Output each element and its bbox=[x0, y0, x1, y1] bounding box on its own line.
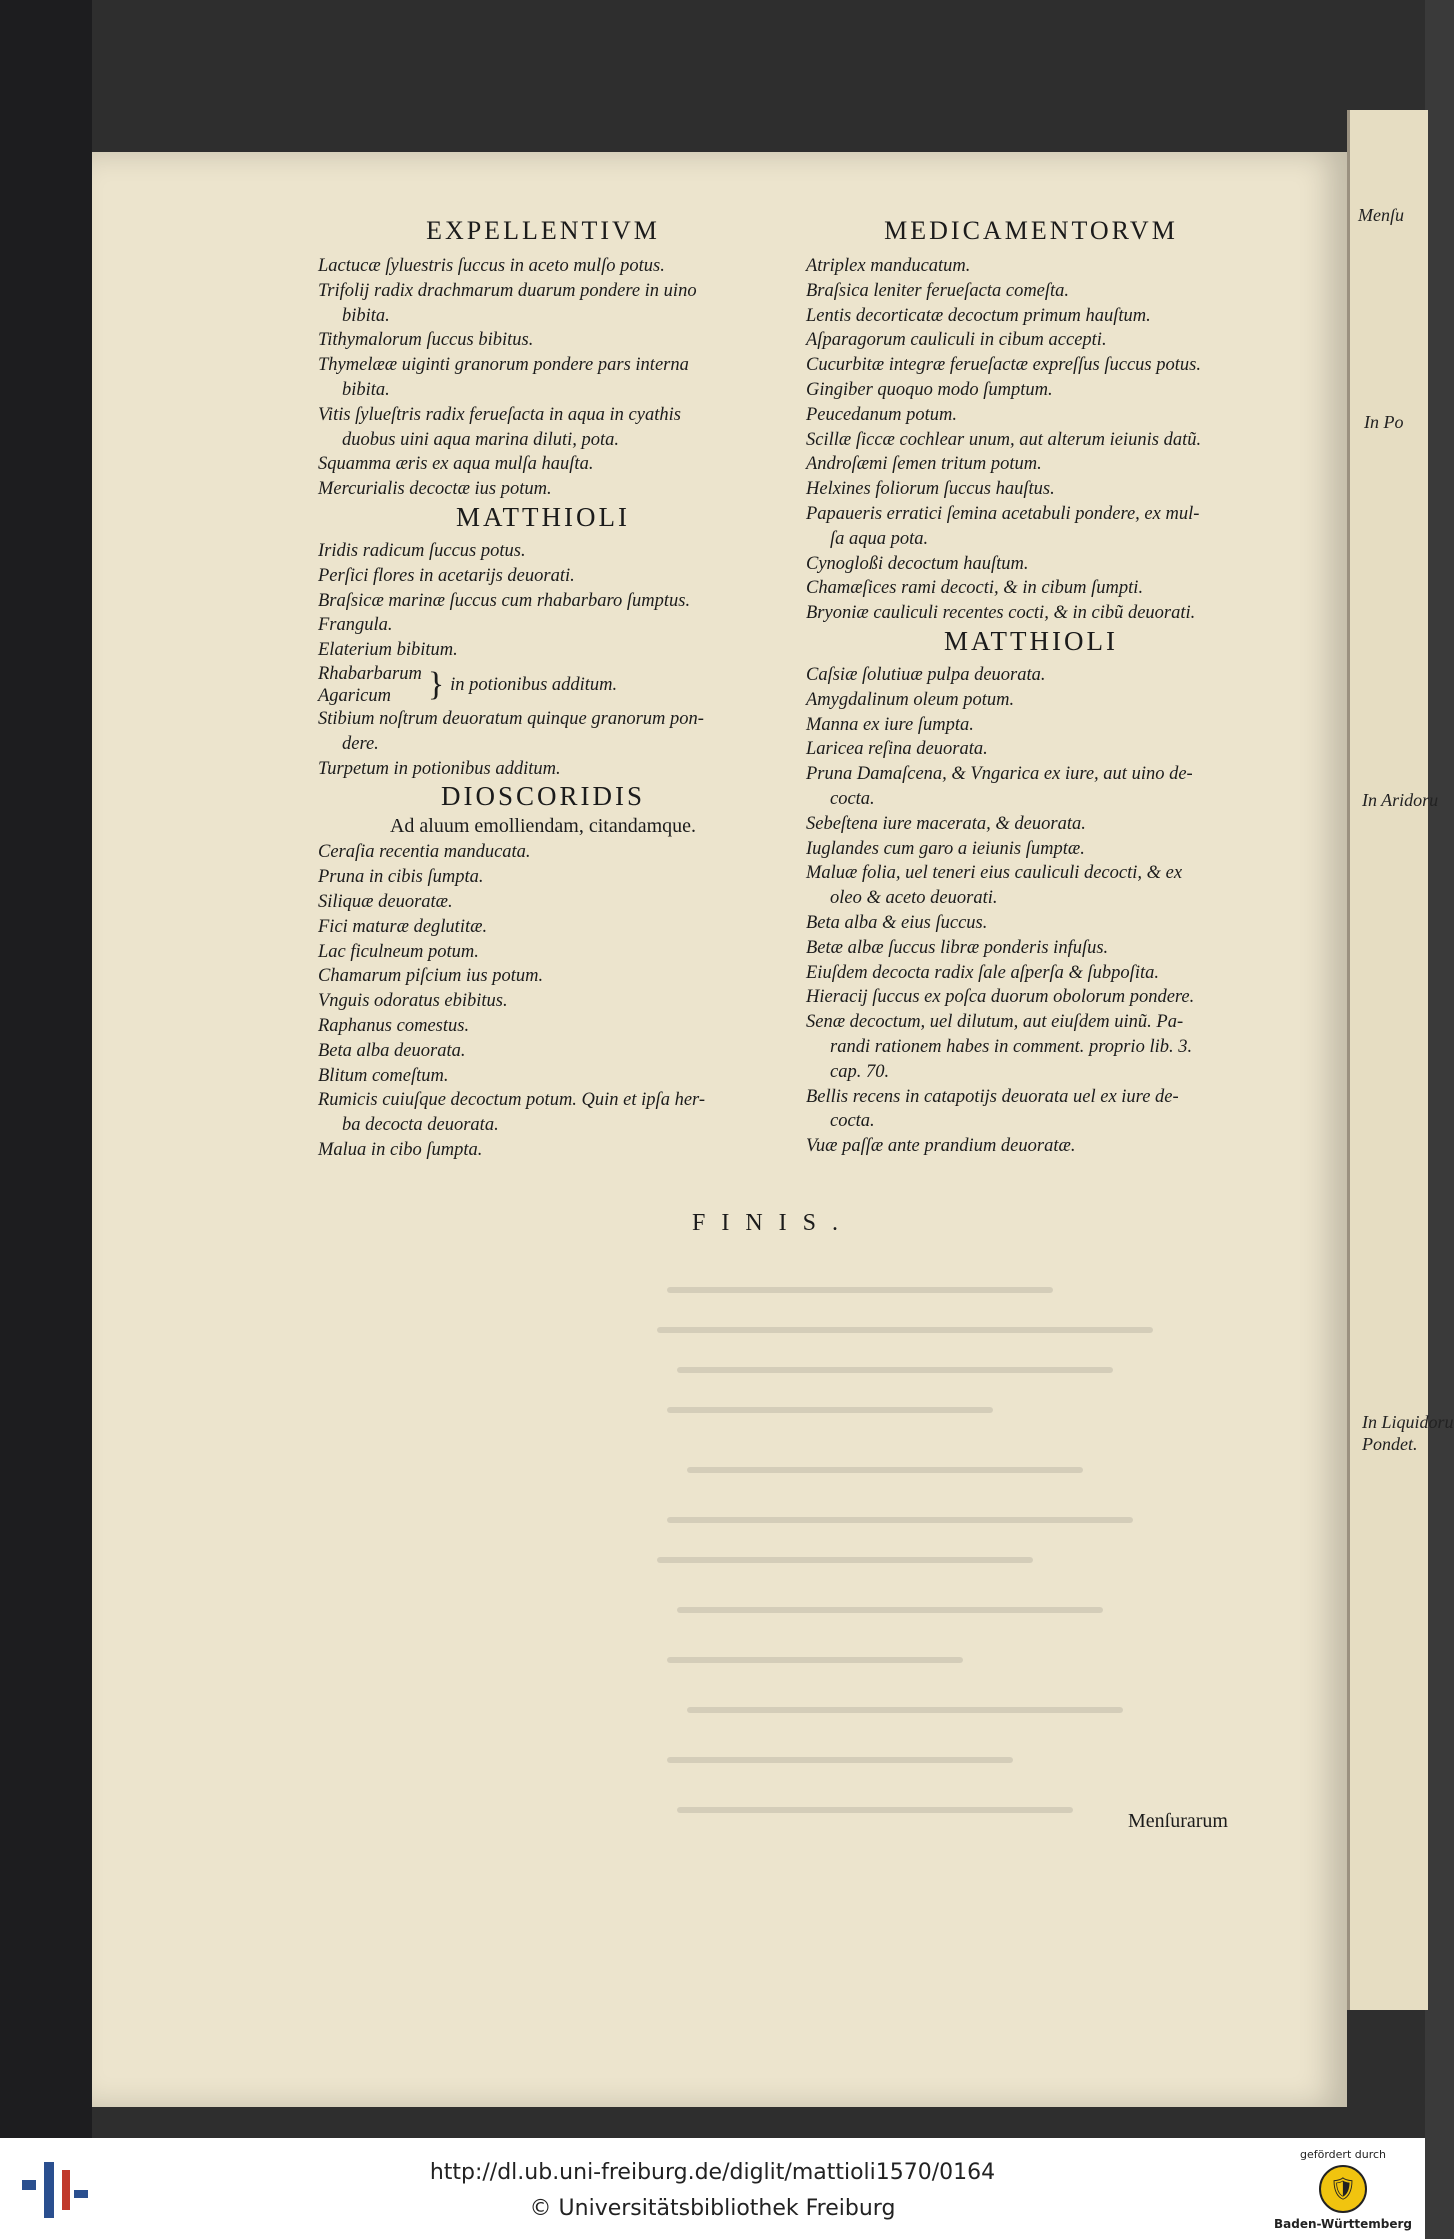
entry-line: Cynogloßi decoctum hauſtum. bbox=[806, 553, 1029, 574]
entry-list bbox=[318, 840, 768, 1162]
entry-line: Gingiber quoquo modo ſumptum. bbox=[806, 379, 1053, 400]
entry-line: Blitum comeſtum. bbox=[318, 1065, 449, 1086]
next-page-edge bbox=[1347, 110, 1454, 2010]
entry-list bbox=[318, 707, 768, 781]
entry-line: Androſæmi ſemen tritum potum. bbox=[806, 454, 1042, 475]
entry-line: cocta. bbox=[830, 1111, 875, 1132]
entry-line: ſa aqua pota. bbox=[830, 528, 929, 549]
brace-text: in potionibus additum. bbox=[450, 674, 618, 695]
entry-line: Iridis radicum ſuccus potus. bbox=[318, 540, 526, 561]
entry-line: Trifolij radix drachmarum duarum pondere in uino bbox=[318, 280, 697, 301]
entry-line: Rumicis cuiuſque decoctum potum. Quin et ipſa her- bbox=[318, 1090, 706, 1111]
sponsor-name: Baden-Württemberg bbox=[1273, 2217, 1412, 2231]
coat-of-arms-icon: 🛡 bbox=[1319, 2165, 1367, 2213]
entry-line: Lactucæ ſyluestris ſuccus in aceto mulſo potus. bbox=[318, 256, 665, 276]
brace-entry bbox=[318, 663, 768, 707]
entry-line: Raphanus comestus. bbox=[318, 1015, 470, 1036]
entry-line: Vitis ſylueſtris radix ferueſacta in aqua in cyathis bbox=[318, 404, 681, 425]
entry-line: Papaueris erratici ſemina acetabuli pondere, ex mul- bbox=[806, 503, 1200, 524]
section-heading: DIOSCORIDIS bbox=[440, 781, 646, 812]
entry-line: Tithymalorum ſuccus bibitus. bbox=[318, 330, 534, 351]
entry-line: Sebeſtena iure macerata, & deuorata. bbox=[806, 813, 1086, 834]
entry-line: Caſsiæ ſolutiuæ pulpa deuorata. bbox=[806, 664, 1046, 685]
sponsor-caption: gefördert durch bbox=[1299, 2148, 1387, 2161]
book-binding-edge bbox=[0, 0, 92, 2138]
brace-items bbox=[318, 663, 422, 707]
entry-line: Cucurbitæ integræ ferueſactæ expreſſus ſuccus potus. bbox=[806, 355, 1201, 376]
entry-line: Helxines foliorum ſuccus hauſtus. bbox=[806, 479, 1055, 500]
entry-line: Manna ex iure ſumpta. bbox=[806, 714, 974, 735]
entry-line: Hieracij ſuccus ex poſca duorum obolorum pondere. bbox=[806, 987, 1195, 1008]
brace-item: Rhabarbarum bbox=[318, 663, 422, 684]
entry-line: ba decocta deuorata. bbox=[342, 1115, 499, 1136]
entry-line: Aſparagorum cauliculi in cibum accepti. bbox=[806, 330, 1107, 351]
entry-line: Squamma æris ex aqua mulſa hauſta. bbox=[318, 454, 594, 475]
left-column bbox=[318, 216, 768, 1163]
column-title: EXPELLENTIVM bbox=[426, 216, 660, 245]
entry-line: Pruna Damaſcena, & Vngarica ex iure, aut uino de- bbox=[806, 764, 1193, 785]
entry-line: Malua in cibo ſumpta. bbox=[318, 1139, 483, 1160]
sponsor-block bbox=[1273, 2148, 1413, 2231]
brace-symbol: } bbox=[427, 665, 445, 703]
entry-line: Braſsica leniter ferueſacta comeſta. bbox=[806, 280, 1070, 301]
entry-line: Vuæ paſſæ ante prandium deuoratæ. bbox=[806, 1136, 1076, 1157]
entry-line: Beta alba & eius ſuccus. bbox=[806, 912, 988, 933]
column-title: MEDICAMENTORVM bbox=[884, 216, 1178, 245]
entry-line: Scillæ ſiccæ cochlear unum, aut alterum ieiunis datũ. bbox=[806, 429, 1202, 450]
entry-line: Atriplex manducatum. bbox=[806, 256, 971, 276]
footer-bar bbox=[0, 2138, 1425, 2239]
entry-line: Braſsicæ marinæ ſuccus cum rhabarbaro ſumptus. bbox=[318, 590, 691, 611]
entry-line: dere. bbox=[342, 733, 379, 754]
entry-line: bibita. bbox=[342, 305, 390, 326]
entry-line: randi rationem habes in comment. proprio lib. 3. bbox=[830, 1036, 1193, 1057]
entry-line: Stibium noſtrum deuoratum quinque granorum pon- bbox=[318, 708, 704, 729]
finis-text: FINIS. bbox=[692, 1210, 855, 1236]
entry-line: Lac ficulneum potum. bbox=[318, 941, 479, 962]
entry-line: Turpetum in potionibus additum. bbox=[318, 758, 561, 779]
next-page-fragment: Pondet. bbox=[1362, 1434, 1418, 1454]
copyright-text: © Universitätsbibliothek Freiburg bbox=[529, 2196, 896, 2221]
entry-line: oleo & aceto deuorati. bbox=[830, 888, 998, 909]
entry-line: Elaterium bibitum. bbox=[318, 640, 458, 661]
next-page-fragment: Menſu bbox=[1358, 205, 1404, 225]
entry-list bbox=[318, 539, 768, 663]
entry-line: Mercurialis decoctæ ius potum. bbox=[318, 479, 552, 500]
entry-line: Frangula. bbox=[318, 615, 393, 636]
entry-line: cap. 70. bbox=[830, 1061, 890, 1082]
entry-line: duobus uini aqua marina diluti, pota. bbox=[342, 429, 620, 450]
entry-line: Siliquæ deuoratæ. bbox=[318, 891, 453, 912]
section-heading: MATTHIOLI bbox=[456, 501, 630, 532]
right-column bbox=[806, 216, 1256, 1159]
bleed-through-text bbox=[630, 1230, 1250, 1850]
entry-line: Pruna in cibis ſumpta. bbox=[318, 867, 484, 888]
entry-line: Peucedanum potum. bbox=[806, 404, 958, 425]
next-page-fragment: In Po bbox=[1364, 412, 1404, 432]
entry-list bbox=[806, 254, 1256, 626]
entry-line: Lentis decorticatæ decoctum primum hauſtum. bbox=[806, 305, 1151, 326]
next-page-fragment: In Aridoru bbox=[1362, 790, 1439, 810]
entry-line: Betæ albæ ſuccus libræ ponderis infuſus. bbox=[806, 937, 1109, 958]
next-page-fragment: In Liquidoru bbox=[1362, 1412, 1454, 1432]
section-subheading: Ad aluum emolliendam, citandamque. bbox=[389, 815, 697, 838]
entry-line: Vnguis odoratus ebibitus. bbox=[318, 991, 508, 1012]
entry-line: Fici maturæ deglutitæ. bbox=[318, 916, 488, 937]
entry-line: bibita. bbox=[342, 379, 390, 400]
entry-list bbox=[806, 663, 1256, 1159]
entry-line: Iuglandes cum garo a ieiunis ſumptæ. bbox=[806, 838, 1085, 859]
catchword: Menſurarum bbox=[1128, 1810, 1228, 1832]
entry-line: Maluæ folia, uel teneri eius cauliculi decocti, & ex bbox=[806, 863, 1183, 884]
entry-line: Ceraſia recentia manducata. bbox=[318, 842, 531, 863]
page-url-link[interactable]: http://dl.ub.uni-freiburg.de/diglit/mattioli1570/0164 bbox=[429, 2160, 996, 2185]
entry-line: Beta alba deuorata. bbox=[318, 1040, 466, 1061]
entry-line: Thymelææ uiginti granorum pondere pars interna bbox=[318, 355, 689, 376]
entry-line: Amygdalinum oleum potum. bbox=[806, 689, 1015, 710]
entry-line: Bellis recens in catapotijs deuorata uel ex iure de- bbox=[806, 1086, 1179, 1107]
entry-line: Chamarum piſcium ius potum. bbox=[318, 966, 544, 987]
entry-list bbox=[318, 254, 768, 502]
entry-line: Senæ decoctum, uel dilutum, aut eiuſdem uinũ. Pa- bbox=[806, 1012, 1184, 1033]
section-heading: MATTHIOLI bbox=[944, 625, 1118, 656]
entry-line: Eiuſdem decocta radix ſale aſperſa & ſubpoſita. bbox=[806, 962, 1159, 983]
entry-line: Bryoniæ cauliculi recentes cocti, & in cibũ deuorati. bbox=[806, 603, 1196, 624]
brace-item: Agaricum bbox=[318, 685, 391, 706]
entry-line: Chamæſices rami decocti, & in cibum ſumpti. bbox=[806, 578, 1144, 599]
entry-line: cocta. bbox=[830, 788, 875, 809]
entry-line: Laricea reſina deuorata. bbox=[806, 739, 988, 760]
entry-line: Perſici flores in acetarijs deuorati. bbox=[318, 565, 575, 586]
